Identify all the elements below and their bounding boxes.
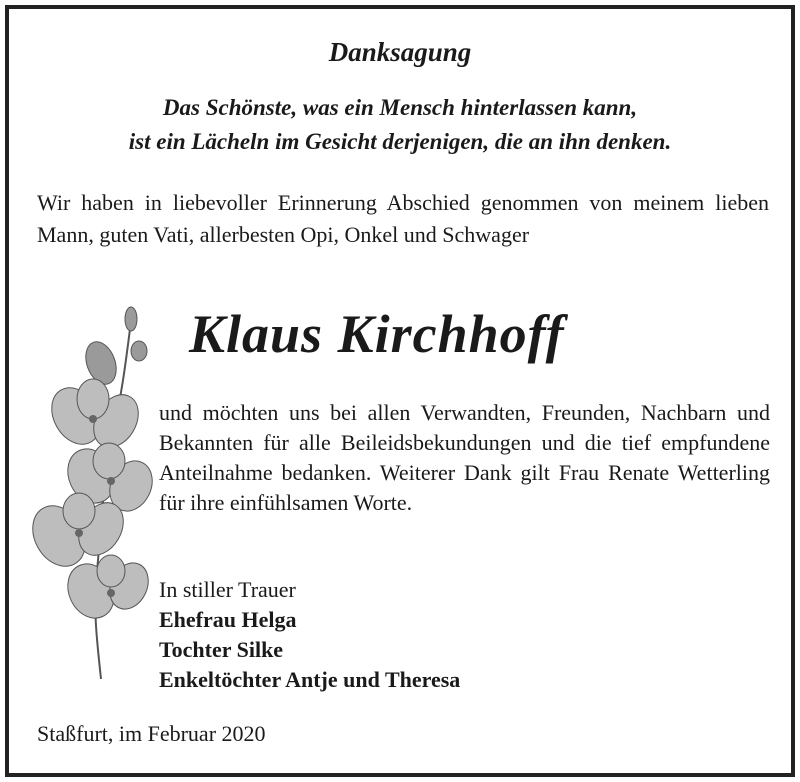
notice-heading: Danksagung bbox=[328, 37, 472, 67]
mourner-name: Enkeltöchter Antje und Theresa bbox=[159, 667, 461, 692]
mourners-block bbox=[159, 575, 659, 695]
motto-quote bbox=[9, 91, 791, 159]
obituary-frame bbox=[5, 5, 795, 777]
motto-line-2: ist ein Lächeln im Gesicht derjenigen, die an ihn denken. bbox=[128, 129, 672, 154]
mourning-intro: In stiller Trauer bbox=[159, 577, 296, 602]
motto-line-1: Das Schönste, was ein Mensch hinterlassen kann, bbox=[162, 95, 638, 120]
intro-text: Wir haben in liebevoller Erinnerung Abschied genommen von meinem lieben Mann, guten Vati, allerbesten Opi, Onkel und Schwager bbox=[37, 190, 769, 247]
place-date: Staßfurt, im Februar 2020 bbox=[37, 721, 266, 746]
mourner-name: Ehefrau Helga bbox=[159, 607, 297, 632]
orchid-branch-icon bbox=[31, 301, 161, 681]
thanks-text: und möchten uns bei allen Verwandten, Freunden, Nachbarn und Bekannten für alle Beileidsbekundungen und die tief empfundene Anteilnahme bedanken. Weiterer Dank gilt Frau Renate Wetterling für ihre einfühlsamen Worte. bbox=[159, 400, 770, 515]
deceased-name: Klaus Kirchhoff bbox=[189, 304, 565, 364]
mourner-name: Tochter Silke bbox=[159, 637, 284, 662]
